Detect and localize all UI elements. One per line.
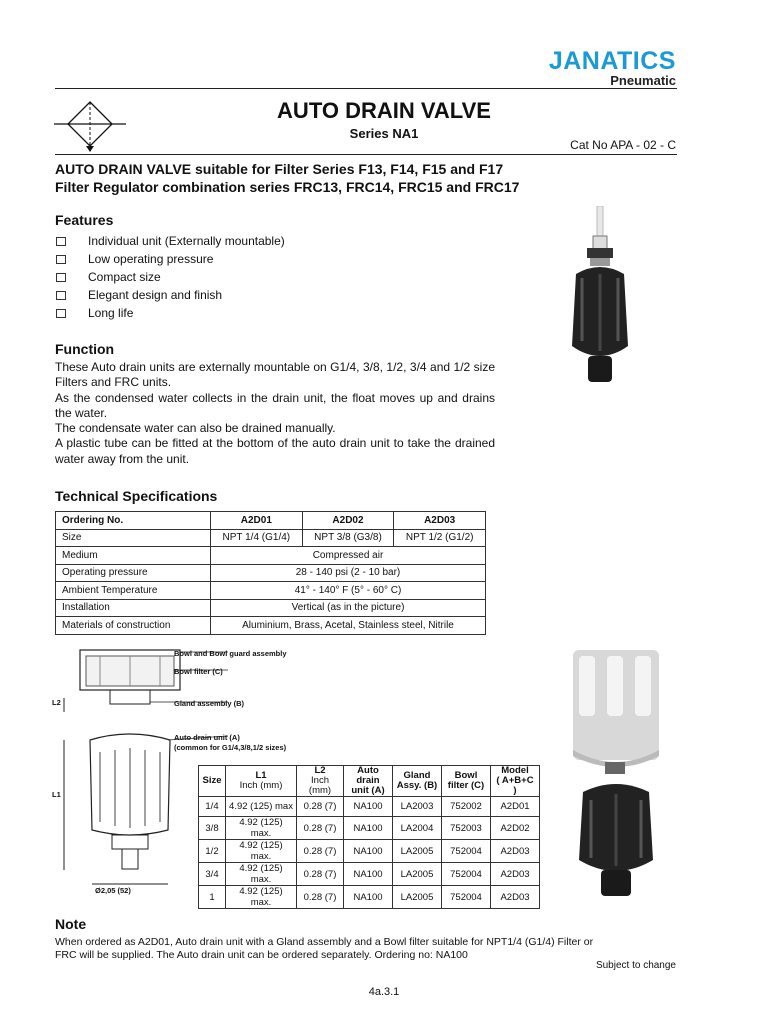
- table-row: 3/8 4.92 (125) max. 0.28 (7) NA100 LA2004 752003 A2D02: [199, 817, 540, 840]
- note-heading: Note: [55, 916, 87, 932]
- table-row: Installation Vertical (as in the picture): [56, 599, 486, 617]
- title-rule: [55, 154, 677, 155]
- subtitle-line-2: Filter Regulator combination series FRC13, FRC14, FRC15 and FRC17: [55, 179, 520, 195]
- function-text: [55, 360, 495, 467]
- table-row: Materials of construction Aluminium, Brass, Acetal, Stainless steel, Nitrile: [56, 617, 486, 635]
- specs-heading: Technical Specifications: [55, 488, 218, 504]
- product-photo: [560, 206, 640, 392]
- drawing-label-gland: Gland assembly (B): [174, 699, 245, 708]
- table-row: Ambient Temperature 41° - 140° F (5° - 60° C): [56, 582, 486, 600]
- subtitle: [55, 160, 519, 196]
- checkbox-icon: [56, 237, 66, 246]
- subject-to-change: Subject to change: [595, 960, 676, 971]
- function-heading: Function: [55, 341, 115, 357]
- specs-table: [55, 511, 486, 635]
- table-row: Medium Compressed air: [56, 547, 486, 565]
- feature-item: Elegant design and finish: [55, 288, 285, 306]
- function-paragraph: A plastic tube can be fitted at the bottom of the auto drain unit to take the drained water away from the unit.: [55, 436, 495, 466]
- checkbox-icon: [56, 309, 66, 318]
- checkbox-icon: [56, 255, 66, 264]
- dimension-l1: L1: [52, 790, 61, 799]
- dimensions-table: [198, 765, 540, 909]
- page-number: 4a.3.1: [368, 986, 400, 998]
- feature-item: Compact size: [55, 270, 285, 288]
- function-paragraph: The condensate water can also be drained manually.: [55, 421, 336, 436]
- table-row: Ordering No. A2D01 A2D02 A2D03: [56, 512, 486, 530]
- checkbox-icon: [56, 273, 66, 282]
- drawing-label-adu-note: (common for G1/4,3/8,1/2 sizes): [174, 743, 287, 752]
- page-title: AUTO DRAIN VALVE: [277, 98, 491, 123]
- dimension-diameter: Ø2,05 (52): [95, 886, 131, 895]
- brand-logo: JANATICS: [548, 47, 676, 75]
- header-rule: [55, 88, 677, 89]
- note-text: When ordered as A2D01, Auto drain unit with a Gland assembly and a Bowl filter suitable for NPT1/4 (G1/4) Filter or FRC will be supplied. The Auto drain unit can be ordered separately. Ordering no: NA100: [55, 936, 594, 961]
- table-row: Operating pressure 28 - 140 psi (2 - 10 bar): [56, 564, 486, 582]
- function-paragraph: These Auto drain units are externally mountable on G1/4, 3/8, 1/2, 3/4 and 1/2 size Filters and FRC units.: [55, 360, 495, 390]
- table-row: Size NPT 1/4 (G1/4) NPT 3/8 (G3/8) NPT 1/2 (G1/2): [56, 529, 486, 547]
- brand-tagline: Pneumatic: [610, 73, 676, 88]
- subtitle-line-1: AUTO DRAIN VALVE suitable for Filter Series F13, F14, F15 and F17: [55, 161, 504, 177]
- feature-item: Long life: [55, 306, 285, 324]
- dimension-l2: L2: [52, 698, 61, 707]
- features-heading: Features: [55, 212, 114, 228]
- function-paragraph: As the condensed water collects in the drain unit, the float moves up and drains the water.: [55, 390, 495, 420]
- checkbox-icon: [56, 291, 66, 300]
- table-row: 3/4 4.92 (125) max. 0.28 (7) NA100 LA2005 752004 A2D03: [199, 863, 540, 886]
- drawing-label-bowl: Bowl and Bowl guard assembly: [174, 649, 287, 658]
- table-row: 1/4 4.92 (125) max 0.28 (7) NA100 LA2003 752002 A2D01: [199, 797, 540, 817]
- feature-item: Individual unit (Externally mountable): [55, 234, 285, 252]
- table-row: 1/2 4.92 (125) max. 0.28 (7) NA100 LA2005 752004 A2D03: [199, 840, 540, 863]
- series-label: Series NA1: [349, 126, 419, 141]
- table-row: 1 4.92 (125) max. 0.28 (7) NA100 LA2005 752004 A2D03: [199, 886, 540, 909]
- brand-block: [549, 48, 676, 88]
- drawing-label-adu: Auto drain unit (A): [174, 733, 240, 742]
- table-row: Size L1 Inch (mm) L2 Inch (mm) Auto drain unit (A) Gland Assy. (B) Bowl filter (C) Model ( A+B+C ): [199, 766, 540, 797]
- feature-item: Low operating pressure: [55, 252, 285, 270]
- drawing-label-filter: Bowl filter (C): [174, 667, 223, 676]
- catalog-number: Cat No APA - 02 - C: [570, 138, 676, 152]
- features-list: [55, 234, 285, 324]
- product-assembly-photo: [565, 650, 665, 910]
